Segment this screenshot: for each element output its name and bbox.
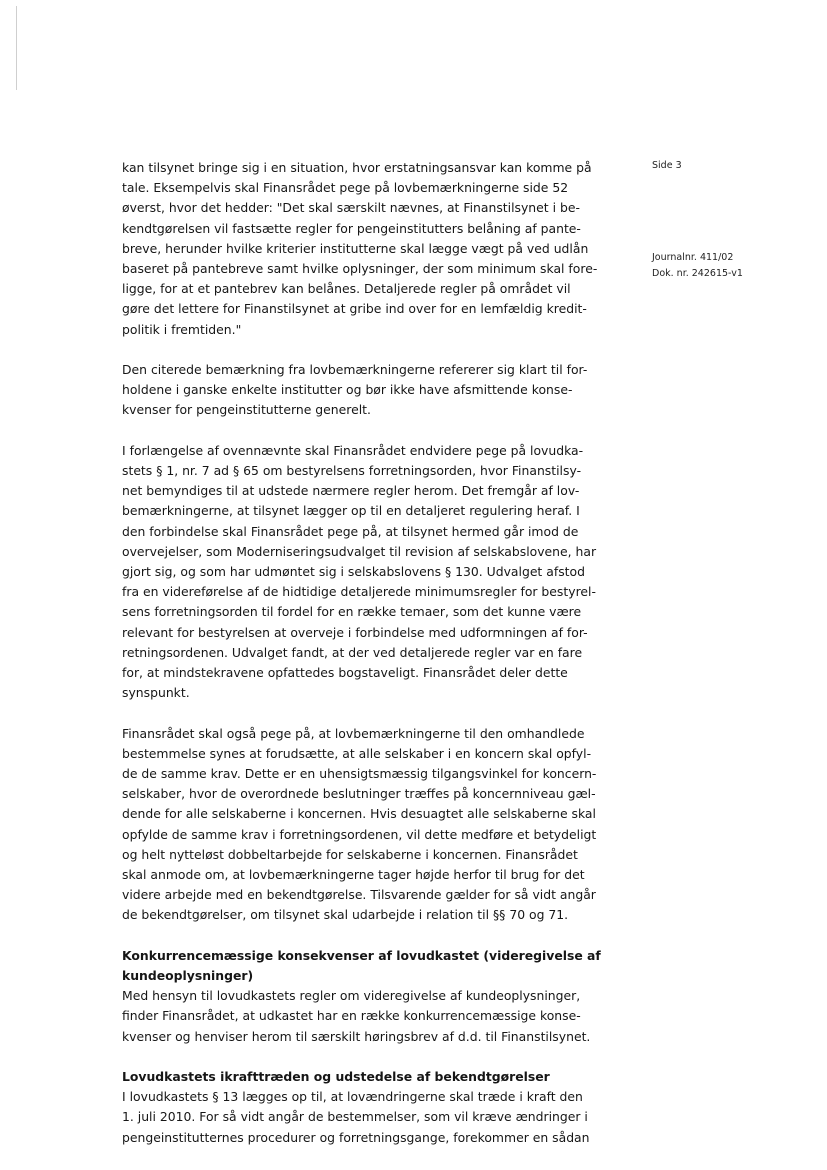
text-line: kendtgørelsen vil fastsætte regler for pengeinstitutters belåning af pante-: [122, 220, 581, 236]
text-line: de de samme krav. Dette er en uhensigtsmæssig tilgangsvinkel for koncern-: [122, 766, 597, 782]
text-line: Den citerede bemærkning fra lovbemærkningerne refererer sig klart til for-: [122, 362, 588, 378]
document-number: Dok. nr. 242615-v1: [652, 268, 743, 279]
body-paragraph: [122, 724, 620, 926]
text-line: den forbindelse skal Finansrådet pege på, at tilsynet hermed går imod de: [122, 523, 579, 539]
heading-line: Lovudkastets ikrafttræden og udstedelse af bekendtgørelser: [122, 1069, 550, 1085]
text-line: politik i fremtiden.": [122, 321, 242, 337]
text-line: ligge, for at et pantebrev kan belånes. Detaljerede regler på området vil: [122, 281, 571, 297]
section-heading: [122, 1067, 620, 1087]
text-line: baseret på pantebreve samt hvilke oplysninger, der som minimum skal fore-: [122, 261, 598, 277]
text-line: dende for alle selskaberne i koncernen. Hvis desuagtet alle selskaberne skal: [122, 806, 596, 822]
heading-line: kundeoplysninger): [122, 968, 254, 984]
text-line: bestemmelse synes at forudsætte, at alle selskaber i en koncern skal opfyl-: [122, 745, 592, 761]
text-line: finder Finansrådet, at udkastet har en række konkurrencemæssige konse-: [122, 1008, 581, 1024]
document-section: [122, 1067, 620, 1148]
text-line: gøre det lettere for Finanstilsynet at gribe ind over for en lemfældig kredit-: [122, 301, 587, 317]
heading-line: Konkurrencemæssige konsekvenser af lovudkastet (videregivelse af: [122, 947, 601, 963]
section-heading: [122, 946, 620, 986]
text-line: stets § 1, nr. 7 ad § 65 om bestyrelsens forretningsorden, hvor Finanstilsy-: [122, 463, 582, 479]
text-line: kan tilsynet bringe sig i en situation, hvor erstatningsansvar kan komme på: [122, 160, 592, 175]
text-line: breve, herunder hvilke kriterier institutterne skal lægge vægt på ved udlån: [122, 240, 589, 256]
journal-number: Journalnr. 411/02: [652, 252, 734, 263]
text-line: Finansrådet skal også pege på, at lovbemærkningerne til den omhandlede: [122, 725, 585, 741]
text-line: gjort sig, og som har udmøntet sig i selskabslovens § 130. Udvalget afstod: [122, 564, 585, 580]
section-body: [122, 986, 620, 1047]
text-line: og helt nytteløst dobbeltarbejde for selskaberne i koncernen. Finansrådet: [122, 846, 578, 862]
text-line: synspunkt.: [122, 685, 190, 701]
text-line: opfylde de samme krav i forretningsordenen, vil dette medføre et betydeligt: [122, 826, 597, 842]
text-line: selskaber, hvor de overordnede beslutninger træffes på koncernniveau gæl-: [122, 786, 596, 802]
document-section: [122, 946, 620, 1047]
text-line: fra en videreførelse af de hidtidige detaljerede minimumsregler for bestyrel-: [122, 584, 596, 600]
text-line: 1. juli 2010. For så vidt angår de bestemmelser, som vil kræve ændringer i: [122, 1109, 588, 1125]
section-body: [122, 1087, 620, 1148]
text-line: relevant for bestyrelsen at overveje i forbindelse med udformningen af for-: [122, 624, 588, 640]
scan-edge-line: [16, 6, 17, 90]
letter-body: [122, 158, 620, 1168]
text-line: holdene i ganske enkelte institutter og bør ikke have afsmittende konse-: [122, 382, 573, 398]
body-paragraph: [122, 360, 620, 421]
page-number: Side 3: [652, 160, 682, 171]
text-line: I lovudkastets § 13 lægges op til, at lovændringerne skal træde i kraft den: [122, 1089, 583, 1105]
text-line: videre arbejde med en bekendtgørelse. Tilsvarende gælder for så vidt angår: [122, 887, 596, 903]
body-paragraph: [122, 158, 620, 340]
text-line: I forlængelse af ovennævnte skal Finansrådet endvidere pege på lovudka-: [122, 442, 584, 458]
text-line: Med hensyn til lovudkastets regler om videregivelse af kundeoplysninger,: [122, 988, 581, 1004]
text-line: sens forretningsorden til fordel for en række temaer, som det kunne være: [122, 604, 582, 620]
text-line: kvenser og henviser herom til særskilt høringsbrev af d.d. til Finanstilsynet.: [122, 1028, 591, 1044]
text-line: de bekendtgørelser, om tilsynet skal udarbejde i relation til §§ 70 og 71.: [122, 907, 569, 923]
text-line: kvenser for pengeinstitutterne generelt.: [122, 402, 371, 418]
text-line: net bemyndiges til at udstede nærmere regler herom. Det fremgår af lov-: [122, 483, 580, 499]
text-line: pengeinstitutternes procedurer og forretningsgange, forekommer en sådan: [122, 1129, 590, 1145]
text-line: tale. Eksempelvis skal Finansrådet pege på lovbemærkningerne side 52: [122, 180, 569, 196]
document-references: [652, 250, 743, 282]
text-line: øverst, hvor det hedder: "Det skal særskilt nævnes, at Finanstilsynet i be-: [122, 200, 580, 216]
text-line: overvejelser, som Moderniseringsudvalget til revision af selskabslovene, har: [122, 543, 597, 559]
body-paragraph: [122, 441, 620, 704]
text-line: for, at mindstekravene opfattedes bogstaveligt. Finansrådet deler dette: [122, 665, 568, 681]
text-line: bemærkningerne, at tilsynet lægger op til en detaljeret regulering heraf. I: [122, 503, 580, 519]
text-line: retningsordenen. Udvalget fandt, at der ved detaljerede regler var en fare: [122, 644, 583, 660]
text-line: skal anmode om, at lovbemærkningerne tager højde herfor til brug for det: [122, 867, 585, 883]
